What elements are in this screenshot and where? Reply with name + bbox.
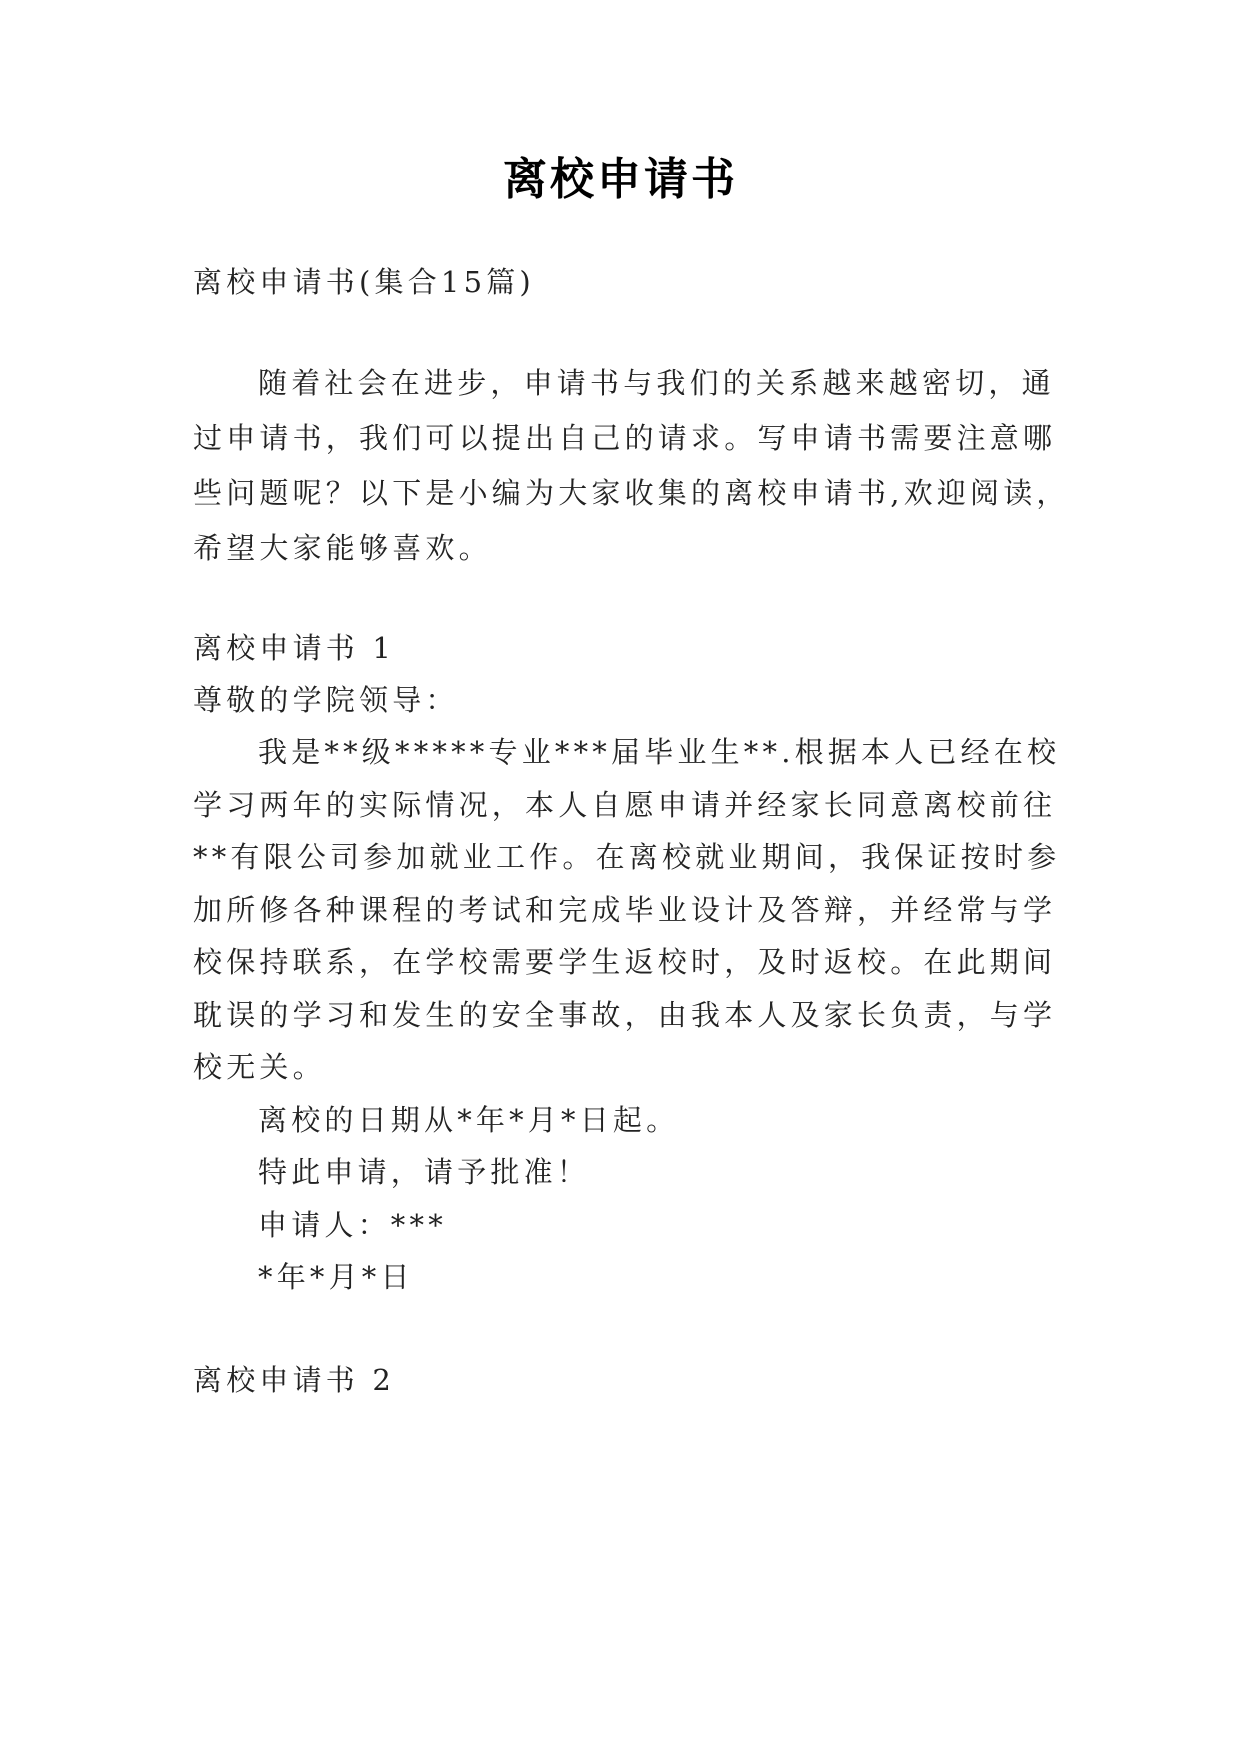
- request-line: 特此申请，请予批准！: [258, 1155, 591, 1189]
- body-line: **有限公司参加就业工作。在离校就业期间，我保证按时参: [193, 840, 1061, 874]
- intro-line: 些问题呢？以下是小编为大家收集的离校申请书,欢迎阅读，: [193, 476, 1070, 510]
- intro-line: 随着社会在进步，申请书与我们的关系越来越密切，通: [258, 366, 1055, 400]
- salutation: 尊敬的学院领导：: [193, 683, 459, 717]
- intro-line: 过申请书，我们可以提出自己的请求。写申请书需要注意哪: [193, 421, 1057, 455]
- document-subtitle: 离校申请书(集合15篇): [193, 265, 535, 299]
- body-line: 耽误的学习和发生的安全事故，由我本人及家长负责，与学: [193, 998, 1057, 1032]
- body-line: 我是**级*****专业***届毕业生**.根据本人已经在校: [258, 735, 1061, 769]
- section-heading: 离校申请书 1: [193, 631, 396, 665]
- applicant-line: 申请人：***: [258, 1208, 447, 1242]
- date-line: 离校的日期从*年*月*日起。: [258, 1103, 680, 1137]
- body-line: 校保持联系，在学校需要学生返校时，及时返校。在此期间: [193, 945, 1057, 979]
- section-heading: 离校申请书 2: [193, 1363, 396, 1397]
- body-line: 学习两年的实际情况，本人自愿申请并经家长同意离校前往: [193, 788, 1057, 822]
- body-line: 加所修各种课程的考试和完成毕业设计及答辩，并经常与学: [193, 893, 1057, 927]
- body-line: 校无关。: [193, 1050, 326, 1084]
- document-title: 离校申请书: [503, 154, 738, 205]
- intro-line: 希望大家能够喜欢。: [193, 531, 492, 565]
- signature-date: *年*月*日: [258, 1260, 414, 1294]
